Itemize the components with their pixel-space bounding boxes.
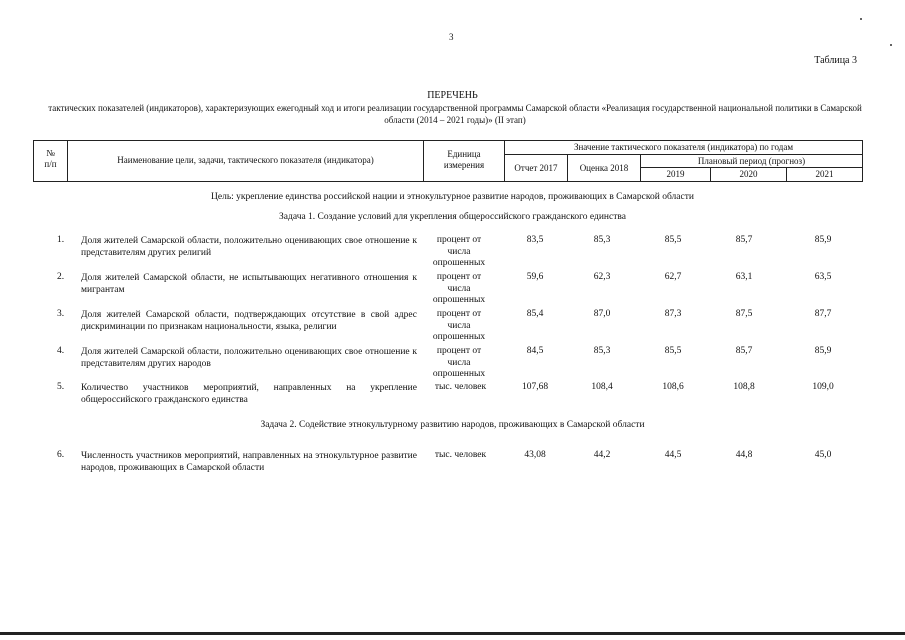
header-report-2017: Отчет 2017 (514, 163, 558, 173)
row-name: Количество участников мероприятий, направленных на укрепление общероссийского гражданского единства (81, 383, 417, 405)
row-number: 3. (57, 309, 65, 319)
header-num-line2: п/п (44, 159, 57, 169)
value-2020: 108,8 (733, 382, 755, 392)
row-unit: процент от числа опрошенных (432, 309, 486, 342)
row-name: Доля жителей Самарской области, положительно оценивающих свое отношение к представителям других народов (81, 347, 417, 369)
value-2019: 85,5 (664, 346, 682, 356)
header-plan-period: Плановый период (прогноз) (697, 156, 806, 166)
value-2019: 62,7 (664, 272, 682, 282)
value-2019: 108,6 (662, 382, 684, 392)
value-2017: 107,68 (521, 382, 549, 392)
row-number: 5. (57, 382, 65, 392)
header-unit-line1: Единица (447, 149, 481, 159)
header-divider (504, 154, 862, 155)
value-2021: 45,0 (814, 450, 832, 460)
value-2019: 85,5 (664, 235, 682, 245)
row-name: Доля жителей Самарской области, не испытывающих негативного отношения к мигрантам (81, 273, 417, 295)
value-2017: 84,5 (526, 346, 544, 356)
row-number: 4. (57, 346, 65, 356)
value-2018: 85,3 (593, 235, 611, 245)
value-2021: 63,5 (814, 272, 832, 282)
document-title: ПЕРЕЧЕНЬ (427, 90, 478, 101)
header-year-2020: 2020 (739, 169, 758, 179)
header-year-2021: 2021 (815, 169, 834, 179)
header-num-line1: № (46, 148, 55, 158)
row-unit: процент от числа опрошенных (432, 235, 486, 268)
row-unit: тыс. человек (434, 450, 487, 460)
table-header (33, 140, 863, 182)
task2-heading: Задача 2. Содействие этнокультурному развитию народов, проживающих в Самарской области (260, 420, 645, 430)
row-unit: процент от числа опрошенных (432, 346, 486, 379)
row-unit: процент от числа опрошенных (432, 272, 486, 305)
value-2018: 108,4 (591, 382, 613, 392)
value-2018: 62,3 (593, 272, 611, 282)
document-subtitle: тактических показателей (индикаторов), характеризующих ежегодный ход и итоги реализации государственной программы Самарской области «Реализация государственной национальной политики в Самарской области (2014 – 2021 годы)» (II этап) (48, 103, 862, 125)
header-num (34, 148, 67, 170)
value-2019: 44,5 (664, 450, 682, 460)
header-name: Наименование цели, задачи, тактического показателя (индикатора) (117, 155, 374, 165)
header-estimate-2018: Оценка 2018 (579, 163, 629, 173)
row-number: 2. (57, 272, 65, 282)
value-2018: 87,0 (593, 309, 611, 319)
page-number: 3 (449, 32, 454, 42)
scan-speck (860, 18, 862, 20)
value-2018: 44,2 (593, 450, 611, 460)
value-2019: 87,3 (664, 309, 682, 319)
row-number: 1. (57, 235, 65, 245)
row-name: Доля жителей Самарской области, положительно оценивающих свое отношение к представителям других религий (81, 236, 417, 258)
value-2021: 87,7 (814, 309, 832, 319)
scan-edge-bar (0, 632, 905, 635)
header-unit (424, 149, 504, 171)
value-2020: 85,7 (735, 235, 753, 245)
value-2021: 85,9 (814, 235, 832, 245)
header-divider (640, 167, 862, 168)
scan-speck (890, 44, 892, 46)
value-2017: 85,4 (526, 309, 544, 319)
value-2017: 59,6 (526, 272, 544, 282)
value-2018: 85,3 (593, 346, 611, 356)
row-name: Численность участников мероприятий, направленных на этнокультурное развитие народов, проживающих в Самарской области (81, 451, 417, 473)
value-2021: 85,9 (814, 346, 832, 356)
table-label: Таблица 3 (814, 55, 857, 66)
header-values-group: Значение тактического показателя (индикатора) по годам (573, 142, 794, 152)
value-2020: 44,8 (735, 450, 753, 460)
row-number: 6. (57, 450, 65, 460)
value-2020: 63,1 (735, 272, 753, 282)
value-2017: 83,5 (526, 235, 544, 245)
row-unit: тыс. человек (434, 382, 487, 392)
goal-heading: Цель: укрепление единства российской нации и этнокультурное развитие народов, проживающих в Самарской области (211, 192, 694, 202)
header-unit-line2: измерения (443, 160, 485, 170)
value-2017: 43,08 (524, 450, 546, 460)
value-2021: 109,0 (812, 382, 834, 392)
row-name: Доля жителей Самарской области, подтверждающих отсутствие в свой адрес дискриминации по признакам национальности, языка, религии (81, 310, 417, 332)
value-2020: 87,5 (735, 309, 753, 319)
header-year-2019: 2019 (666, 169, 685, 179)
task1-heading: Задача 1. Создание условий для укрепления общероссийского гражданского единства (279, 212, 626, 222)
value-2020: 85,7 (735, 346, 753, 356)
